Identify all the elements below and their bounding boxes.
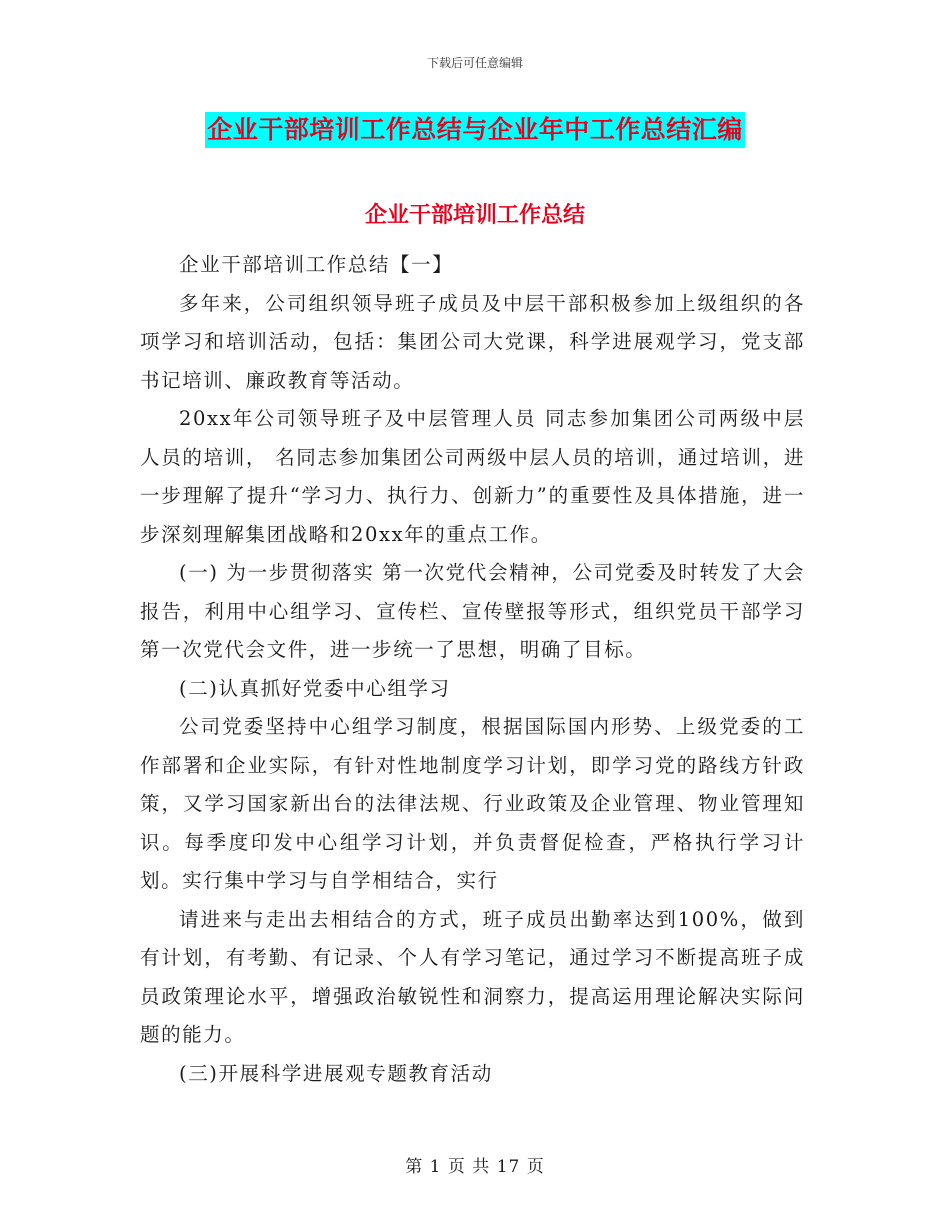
paragraph-heading-one: 企业干部培训工作总结【一】 [179,253,454,276]
page-footer: 第 1 页 共 17 页 [405,1157,545,1177]
section-title: 企业干部培训工作总结 [364,203,585,228]
paragraph-heading-two: (二)认真抓好党委中心组学习 [179,676,451,700]
paragraph: 公司党委坚持中心组学习制度，根据国际国内形势、上级党委的工作部署和企业实际，有针对性地制度学习计划，即学习党的路线方针政策，又学习国家新出台的法律法规、行业政策及企业管理、物业管理知识。每季度印发中心组学习计划，并负责督促检查，严格执行学习计划。实行集中学习与自学相结合，实行 [140,715,805,892]
paragraph: 多年来，公司组织领导班子成员及中层干部积极参加上级组织的各项学习和培训活动，包括：集团公司大党课，科学进展观学习，党支部书记培训、廉政教育等活动。 [140,291,805,392]
paragraph: 请进来与走出去相结合的方式，班子成员出勤率达到100%，做到有计划，有考勤、有记录、个人有学习笔记，通过学习不断提高班子成员政策理论水平，增强政治敏锐性和洞察力，提高运用理论解决实际问题的能力。 [140,907,805,1046]
main-title-block [0,112,950,148]
paragraph: (一) 为一步贯彻落实 第一次党代会精神，公司党委及时转发了大会报告，利用中心组学习、宣传栏、宣传壁报等形式，组织党员干部学习 第一次党代会文件，进一步统一了思想，明确了目标。 [140,561,805,661]
paragraph-heading-three: (三)开展科学进展观专题教育活动 [179,1061,493,1085]
document-body [140,246,805,1093]
main-title: 企业干部培训工作总结与企业年中工作总结汇编 [205,112,745,148]
header-note: 下载后可任意编辑 [426,56,523,70]
paragraph: 20xx年公司领导班子及中层管理人员 同志参加集团公司两级中层人员的培训， 名同志参加集团公司两级中层人员的培训，通过培训，进一步理解了提升“学习力、执行力、创新力”的重要性及具体措施，进一步深刻理解集团战略和20xx年的重点工作。 [140,407,805,546]
